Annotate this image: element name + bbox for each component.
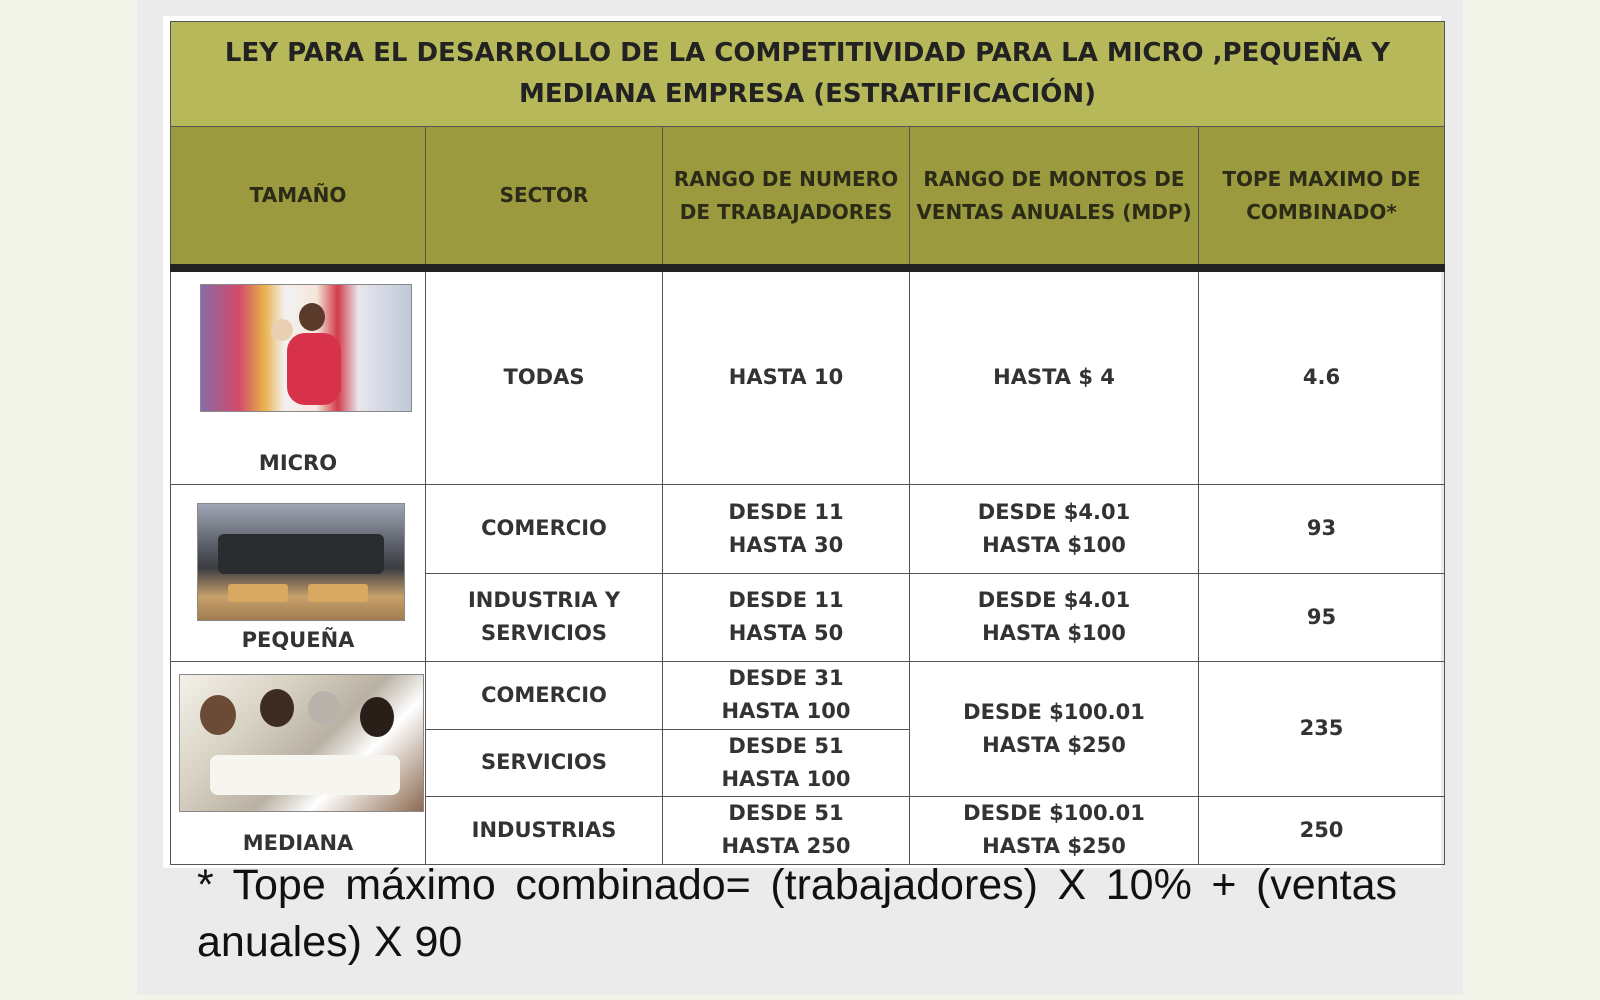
sales-mediana-industrias — [910, 796, 1199, 864]
sales-micro: HASTA $ 4 — [910, 268, 1199, 484]
sector-line-2: SERVICIOS — [481, 621, 607, 645]
footnote: * Tope máximo combinado= (trabajadores) X 10% + (ventas anuales) X 90 — [197, 861, 1397, 966]
sales-from: DESDE $100.01 — [963, 801, 1145, 825]
workers-mediana-servicios — [663, 729, 910, 796]
workers-mediana-comercio — [663, 661, 910, 729]
sector-pequena-comercio: COMERCIO — [426, 484, 663, 573]
cap-micro: 4.6 — [1199, 268, 1445, 484]
office-meeting-photo — [179, 674, 424, 812]
workers-to: HASTA 100 — [721, 766, 851, 791]
sector-mediana-servicios: SERVICIOS — [426, 729, 663, 796]
table-title: LEY PARA EL DESARROLLO DE LA COMPETITIVIDAD PARA LA MICRO ,PEQUEÑA Y MEDIANA EMPRESA (ESTRATIFICACIÓN) — [171, 22, 1445, 127]
workers-from: DESDE 11 — [728, 588, 844, 612]
size-label-micro: MICRO — [258, 450, 338, 475]
header-size: TAMAÑO — [171, 127, 426, 269]
workers-from: DESDE 51 — [728, 733, 844, 758]
workers-from: DESDE 51 — [728, 801, 844, 825]
workers-mediana-industrias — [663, 796, 910, 864]
sales-to: HASTA $100 — [982, 621, 1126, 645]
size-label-mediana: MEDIANA — [242, 830, 354, 855]
sales-from: DESDE $100.01 — [963, 699, 1145, 724]
header-cap: TOPE MAXIMO DE COMBINADO* — [1199, 127, 1445, 269]
size-cell-pequena — [171, 484, 426, 661]
workers-to: HASTA 100 — [721, 699, 851, 723]
sector-pequena-industria — [426, 573, 663, 661]
sales-mediana-shared — [910, 661, 1199, 796]
cap-mediana-industrias: 250 — [1199, 796, 1445, 864]
workers-micro: HASTA 10 — [663, 268, 910, 484]
sector-mediana-industrias: INDUSTRIAS — [426, 796, 663, 864]
size-label-pequena: PEQUEÑA — [241, 627, 355, 652]
sector-mediana-comercio: COMERCIO — [426, 661, 663, 729]
sales-pequena-comercio — [910, 484, 1199, 573]
sales-pequena-industria — [910, 573, 1199, 661]
sector-micro: TODAS — [426, 268, 663, 484]
table-frame — [163, 16, 1441, 868]
workers-pequena-comercio — [663, 484, 910, 573]
sector-line-1: INDUSTRIA Y — [467, 588, 621, 612]
workers-to: HASTA 250 — [721, 834, 851, 858]
workers-from: DESDE 31 — [728, 666, 844, 690]
table-row-mediana-comercio — [171, 661, 1445, 729]
size-cell-mediana — [171, 661, 426, 864]
workers-to: HASTA 30 — [728, 532, 844, 557]
size-cell-micro — [171, 268, 426, 484]
sales-from: DESDE $4.01 — [977, 499, 1131, 524]
sales-to: HASTA $250 — [982, 834, 1126, 858]
workers-from: DESDE 11 — [728, 499, 844, 524]
group-photo — [197, 503, 405, 621]
sales-to: HASTA $250 — [982, 732, 1126, 757]
header-workers: RANGO DE NUMERO DE TRABAJADORES — [663, 127, 910, 269]
sales-to: HASTA $100 — [982, 532, 1126, 557]
stratification-table — [170, 21, 1445, 865]
cap-pequena-industria: 95 — [1199, 573, 1445, 661]
table-row-pequena-comercio — [171, 484, 1445, 573]
small-shop-photo — [200, 284, 412, 412]
cap-pequena-comercio: 93 — [1199, 484, 1445, 573]
table-row-micro — [171, 268, 1445, 484]
cap-mediana-shared: 235 — [1199, 661, 1445, 796]
slide — [137, 0, 1463, 995]
sales-from: DESDE $4.01 — [977, 588, 1131, 612]
workers-pequena-industria — [663, 573, 910, 661]
header-sector: SECTOR — [426, 127, 663, 269]
header-sales: RANGO DE MONTOS DE VENTAS ANUALES (MDP) — [910, 127, 1199, 269]
workers-to: HASTA 50 — [728, 621, 844, 645]
